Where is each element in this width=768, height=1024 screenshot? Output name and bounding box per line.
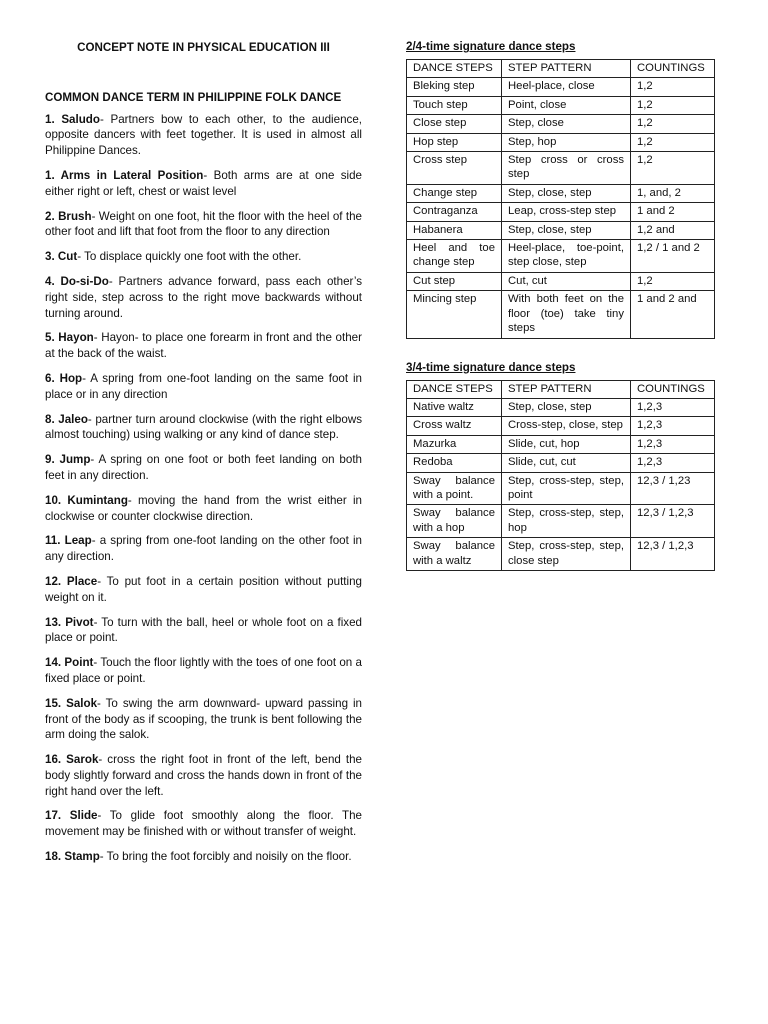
term-number: 18. [45, 850, 62, 864]
table-row [407, 505, 715, 538]
cell-countings: 1,2,3 [631, 417, 715, 435]
cell-dance-step: Cross step [407, 152, 502, 185]
table-row [407, 417, 715, 435]
term-item [45, 274, 362, 321]
term-title: Leap [64, 534, 92, 548]
term-title: Point [64, 656, 94, 670]
cell-countings: 1,2 [631, 272, 715, 290]
cell-step-pattern: Cross-step, close, step [502, 417, 631, 435]
term-item [45, 412, 362, 444]
term-item [45, 371, 362, 403]
term-number: 2. [45, 209, 55, 223]
term-title: Slide [69, 809, 98, 823]
table-row [407, 538, 715, 571]
term-title: Salok [66, 696, 98, 710]
term-title: Cut [57, 250, 78, 264]
cell-dance-step: Cross waltz [407, 417, 502, 435]
term-item [45, 655, 362, 687]
cell-dance-step: Sway balance with a hop [407, 505, 502, 538]
cell-dance-step: Redoba [407, 454, 502, 472]
cell-dance-step: Mincing step [407, 291, 502, 338]
term-item [45, 168, 362, 200]
term-definition: - Partners bow to each other, to the audience, opposite dancers with feet together. It is used in almost all Philippine Dances. [45, 112, 362, 158]
cell-step-pattern: Step, close [502, 115, 631, 133]
cell-dance-step: Mazurka [407, 435, 502, 453]
term-name [45, 575, 97, 588]
table-row [407, 133, 715, 151]
cell-countings: 12,3 / 1,2,3 [631, 538, 715, 571]
cell-countings: 1,2,3 [631, 435, 715, 453]
term-title: Place [66, 574, 98, 588]
term-title: Kumintang [67, 493, 128, 507]
cell-dance-step: Heel and toe change step [407, 240, 502, 273]
term-number: 13. [45, 615, 62, 629]
term-name [45, 753, 98, 766]
cell-countings: 1,2 [631, 152, 715, 185]
cell-dance-step: Hop step [407, 133, 502, 151]
term-number: 17. [45, 809, 62, 823]
cell-step-pattern: Step, close, step [502, 184, 631, 202]
term-number: 16. [45, 753, 62, 767]
term-definition: - moving the hand from the wrist either in clockwise or counter clockwise direction. [45, 493, 362, 523]
table-24-heading: 2/4-time signature dance steps [406, 40, 576, 53]
term-title: Hayon [58, 331, 94, 345]
table-header-row [407, 60, 715, 78]
term-definition: - To glide foot smoothly along the floor. The movement may be finished with or without transfer of weight. [45, 809, 362, 839]
term-item [45, 493, 362, 525]
term-title: Sarok [66, 753, 99, 767]
term-number: 5. [45, 331, 55, 345]
cell-dance-step: Cut step [407, 272, 502, 290]
term-definition: - A spring on one foot or both feet landing on both feet in any direction. [45, 453, 362, 482]
table-row [407, 398, 715, 416]
term-number: 3. [45, 250, 55, 264]
cell-step-pattern: Leap, cross-step step [502, 203, 631, 221]
column-header-step-pattern: STEP PATTERN [502, 60, 631, 78]
term-name [45, 809, 97, 822]
term-name [45, 413, 88, 426]
term-item [45, 752, 362, 799]
cell-countings: 1,2 [631, 133, 715, 151]
term-number: 12. [45, 574, 62, 588]
term-title: Saludo [61, 112, 100, 126]
term-name [45, 656, 93, 669]
term-item [45, 330, 362, 362]
term-name [45, 210, 92, 223]
cell-dance-step: Sway balance with a point. [407, 472, 502, 505]
cell-dance-step: Change step [407, 184, 502, 202]
term-number: 6. [45, 371, 55, 385]
cell-countings: 12,3 / 1,2,3 [631, 505, 715, 538]
term-number: 10. [45, 493, 62, 507]
term-name [45, 850, 100, 863]
column-header-countings: COUNTINGS [631, 60, 715, 78]
section-subtitle: COMMON DANCE TERM IN PHILIPPINE FOLK DANCE [45, 90, 342, 104]
table-row [407, 203, 715, 221]
cell-countings: 1 and 2 and [631, 291, 715, 338]
term-definition: - Both arms are at one side either right or left, chest or waist level [45, 168, 363, 198]
cell-countings: 1, and, 2 [631, 184, 715, 202]
term-definition: - cross the right foot in front of the left, bend the body slightly forward and cross the hands down in front of the right hand over the left. [45, 753, 362, 798]
cell-step-pattern: Heel-place, toe-point, step close, step [502, 240, 631, 273]
cell-countings: 1,2 [631, 96, 715, 114]
term-item [45, 808, 362, 840]
term-title: Pivot [65, 615, 94, 629]
term-title: Stamp [64, 850, 100, 864]
term-number: 1. [45, 168, 55, 182]
term-name [45, 250, 77, 263]
cell-step-pattern: Step, close, step [502, 221, 631, 239]
term-title: Jump [59, 453, 91, 467]
table-34-heading: 3/4-time signature dance steps [406, 360, 576, 374]
term-item [45, 112, 362, 159]
table-row [407, 272, 715, 290]
table-row [407, 221, 715, 239]
table-row [407, 240, 715, 273]
term-name [45, 372, 82, 385]
cell-countings: 1,2,3 [631, 398, 715, 416]
cell-step-pattern: Point, close [502, 96, 631, 114]
cell-countings: 1,2 / 1 and 2 [631, 240, 715, 273]
term-item [45, 533, 362, 565]
term-name [45, 697, 97, 710]
term-definition: - a spring from one-foot landing on the other foot in any direction. [45, 534, 362, 564]
column-header-dance-steps: DANCE STEPS [407, 380, 502, 398]
term-title: Hop [59, 371, 83, 385]
table-row [407, 435, 715, 453]
term-definition: - To swing the arm downward- upward passing in front of the body as if scooping, the trunk is bent following the arm doing the salok. [45, 696, 362, 742]
table-row [407, 78, 715, 96]
table-row [407, 184, 715, 202]
table-row [407, 115, 715, 133]
term-item [45, 209, 362, 241]
column-header-dance-steps: DANCE STEPS [407, 60, 502, 78]
term-name [45, 169, 203, 182]
cell-countings: 1,2,3 [631, 454, 715, 472]
term-definition: - To displace quickly one foot with the other. [77, 250, 302, 264]
table-row [407, 472, 715, 505]
cell-dance-step: Native waltz [407, 398, 502, 416]
document-title: CONCEPT NOTE IN PHYSICAL EDUCATION III [77, 41, 330, 54]
term-number: 4. [45, 274, 55, 288]
cell-dance-step: Bleking step [407, 78, 502, 96]
table-header-row [407, 380, 715, 398]
cell-dance-step: Touch step [407, 96, 502, 114]
term-definition: - To bring the foot forcibly and noisily on the floor. [99, 850, 352, 864]
cell-step-pattern: Step, cross-step, step, hop [502, 505, 631, 538]
left-column [45, 40, 362, 874]
table-row [407, 291, 715, 338]
term-definition: - A spring from one-foot landing on the same foot in place or in any direction [45, 371, 362, 401]
cell-step-pattern: Step, cross-step, step, point [502, 472, 631, 505]
column-header-step-pattern: STEP PATTERN [502, 380, 631, 398]
cell-step-pattern: Step, cross-step, step, close step [502, 538, 631, 571]
term-title: Do-si-Do [60, 274, 109, 288]
term-definition: - Touch the floor lightly with the toes of one foot on a fixed place or point. [45, 656, 362, 685]
right-column [406, 40, 714, 571]
term-name [45, 113, 100, 126]
term-name [45, 616, 94, 629]
cell-countings: 1 and 2 [631, 203, 715, 221]
terms-list [45, 112, 362, 865]
cell-step-pattern: Slide, cut, cut [502, 454, 631, 472]
cell-step-pattern: With both feet on the floor (toe) take tiny steps [502, 291, 631, 338]
term-item [45, 574, 362, 606]
cell-dance-step: Sway balance with a waltz [407, 538, 502, 571]
table-row [407, 152, 715, 185]
term-item [45, 849, 362, 865]
table-row [407, 454, 715, 472]
term-item [45, 249, 362, 265]
table-24-time-signature [406, 59, 715, 339]
cell-step-pattern: Heel-place, close [502, 78, 631, 96]
term-number: 14. [45, 656, 62, 670]
term-name [45, 331, 94, 344]
table-row [407, 96, 715, 114]
term-definition: - Weight on one foot, hit the floor with the heel of the other foot and lift that foot from the floor to any direction [45, 209, 362, 239]
term-title: Arms in Lateral Position [60, 168, 204, 182]
term-number: 1. [45, 112, 55, 126]
term-name [45, 494, 128, 507]
term-name [45, 453, 90, 466]
term-item [45, 696, 362, 743]
cell-countings: 1,2 [631, 78, 715, 96]
term-number: 9. [45, 453, 55, 467]
term-definition: - Hayon- to place one forearm in front and the other at the back of the waist. [45, 331, 362, 361]
cell-step-pattern: Step, hop [502, 133, 631, 151]
cell-step-pattern: Slide, cut, hop [502, 435, 631, 453]
cell-countings: 12,3 / 1,23 [631, 472, 715, 505]
cell-step-pattern: Cut, cut [502, 272, 631, 290]
term-number: 8. [45, 412, 55, 426]
term-name [45, 275, 109, 288]
term-name [45, 534, 92, 547]
term-definition: - Partners advance forward, pass each other’s right side, step across to the right move backwards without turning around. [45, 274, 362, 320]
cell-dance-step: Habanera [407, 221, 502, 239]
term-item [45, 452, 362, 484]
cell-countings: 1,2 and [631, 221, 715, 239]
term-item [45, 615, 362, 647]
column-header-countings: COUNTINGS [631, 380, 715, 398]
term-definition: - To put foot in a certain position without putting weight on it. [45, 574, 362, 604]
cell-countings: 1,2 [631, 115, 715, 133]
term-number: 15. [45, 696, 62, 710]
term-title: Brush [58, 209, 92, 223]
cell-step-pattern: Step, close, step [502, 398, 631, 416]
term-definition: - partner turn around clockwise (with the right elbows almost touching) using walking or any kind of dance step. [45, 412, 362, 442]
cell-dance-step: Close step [407, 115, 502, 133]
table-34-time-signature [406, 380, 715, 571]
cell-dance-step: Contraganza [407, 203, 502, 221]
term-number: 11. [45, 534, 61, 548]
term-title: Jaleo [58, 412, 88, 426]
cell-step-pattern: Step cross or cross step [502, 152, 631, 185]
term-definition: - To turn with the ball, heel or whole foot on a fixed place or point. [45, 615, 362, 645]
